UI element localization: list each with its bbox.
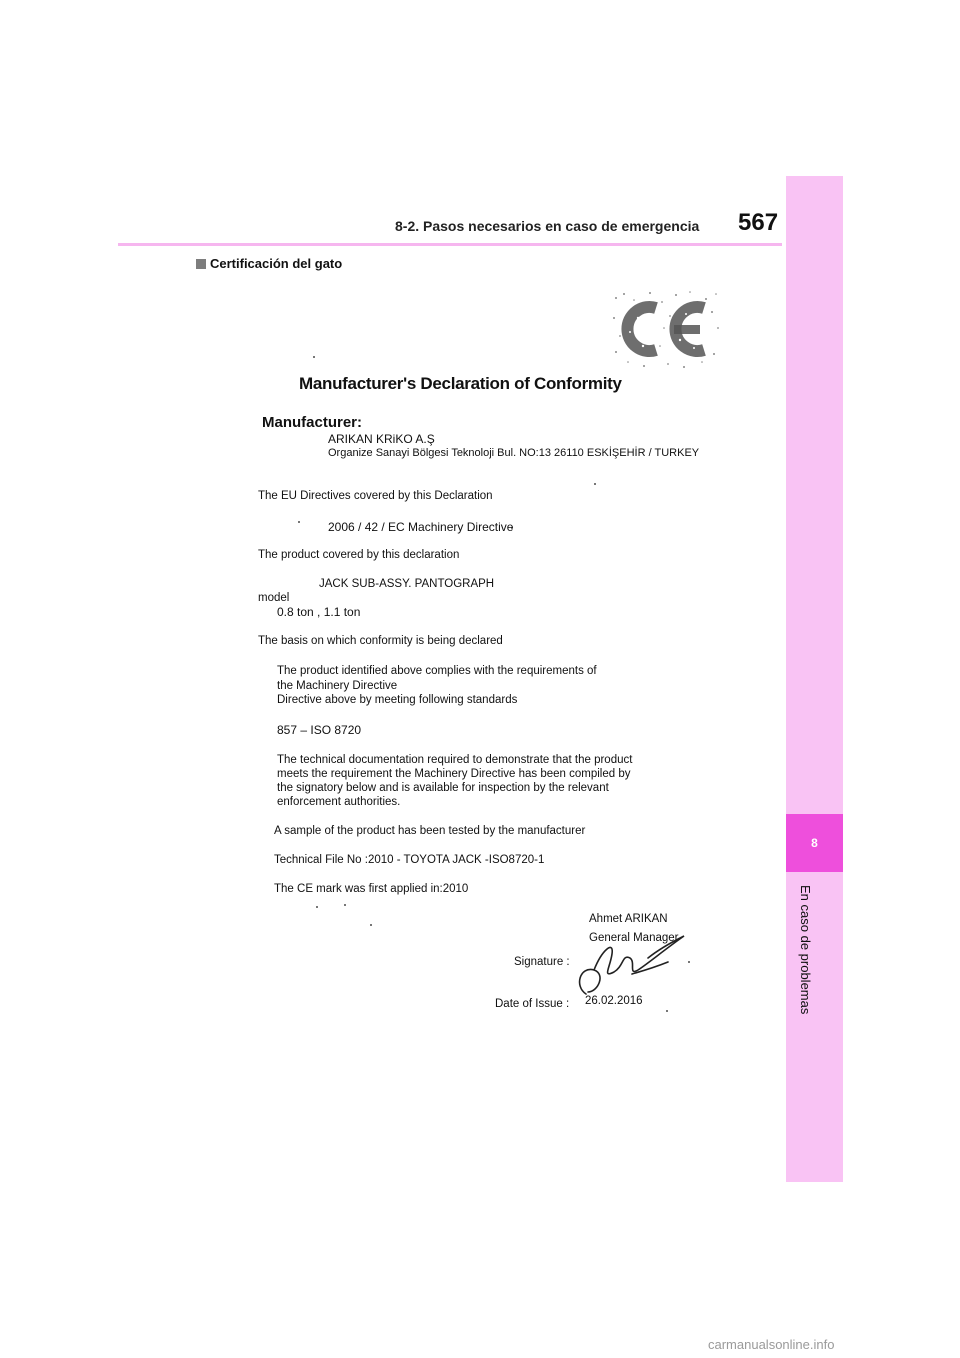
technical-line: the signatory below and is available for inspection by the relevant (277, 782, 609, 794)
scan-speck (594, 483, 596, 485)
date-of-issue: 26.02.2016 (585, 995, 643, 1007)
section-title: 8-2. Pasos necesarios en caso de emergencia (395, 218, 700, 234)
signature-label: Signature : (514, 956, 570, 968)
scan-speck (666, 1010, 668, 1012)
scan-speck (344, 904, 346, 906)
manufacturer-label: Manufacturer: (262, 414, 363, 431)
subsection-title: Certificación del gato (210, 256, 343, 271)
basis-line: Directive above by meeting following standards (277, 694, 518, 706)
square-bullet-icon (196, 259, 206, 269)
technical-line: meets the requirement the Machinery Directive has been compiled by (277, 768, 631, 780)
manufacturer-name: ARIKAN KRiKO A.Ş (328, 432, 435, 446)
footer-watermark: carmanualsonline.info (708, 1337, 835, 1352)
model-label: model (258, 592, 290, 604)
chapter-title: En caso de problemas (798, 885, 813, 1015)
chapter-number: 8 (811, 836, 818, 850)
basis-line: The product identified above complies with the requirements of (277, 665, 597, 677)
product-label: The product covered by this declaration (258, 549, 460, 561)
sample-note: A sample of the product has been tested by the manufacturer (274, 825, 586, 837)
chapter-side-band (786, 176, 843, 1182)
signatory-title: General Manager (589, 932, 679, 944)
directive-reference: 2006 / 42 / EC Machinery Directive (328, 520, 514, 534)
date-label: Date of Issue : (495, 998, 570, 1010)
technical-file: Technical File No :2010 - TOYOTA JACK -ISO8720-1 (274, 854, 545, 866)
ce-applied-note: The CE mark was first applied in:2010 (274, 883, 469, 895)
page-number: 567 (738, 209, 779, 236)
technical-line: enforcement authorities. (277, 796, 401, 808)
technical-line: The technical documentation required to demonstrate that the product (277, 754, 633, 766)
signatory-name: Ahmet ARIKAN (589, 913, 668, 925)
manufacturer-address: Organize Sanayi Bölgesi Teknoloji Bul. NO:13 26110 ESKİŞEHİR / TURKEY (328, 447, 700, 459)
header-rule (118, 243, 782, 246)
subsection-heading (196, 256, 342, 271)
scan-speck (298, 521, 300, 523)
basis-line: the Machinery Directive (277, 680, 398, 692)
standard-reference: 857 – ISO 8720 (277, 723, 362, 737)
directives-label: The EU Directives covered by this Declaration (258, 490, 493, 502)
scan-speck (316, 906, 318, 908)
basis-label: The basis on which conformity is being declared (258, 635, 503, 647)
model-value: 0.8 ton , 1.1 ton (277, 605, 361, 619)
product-name: JACK SUB-ASSY. PANTOGRAPH (319, 578, 495, 590)
ce-mark-logo (610, 288, 722, 370)
handwritten-signature (572, 920, 690, 1002)
scan-speck (313, 356, 315, 358)
declaration-title: Manufacturer's Declaration of Conformity (299, 374, 622, 393)
scan-speck (370, 924, 372, 926)
